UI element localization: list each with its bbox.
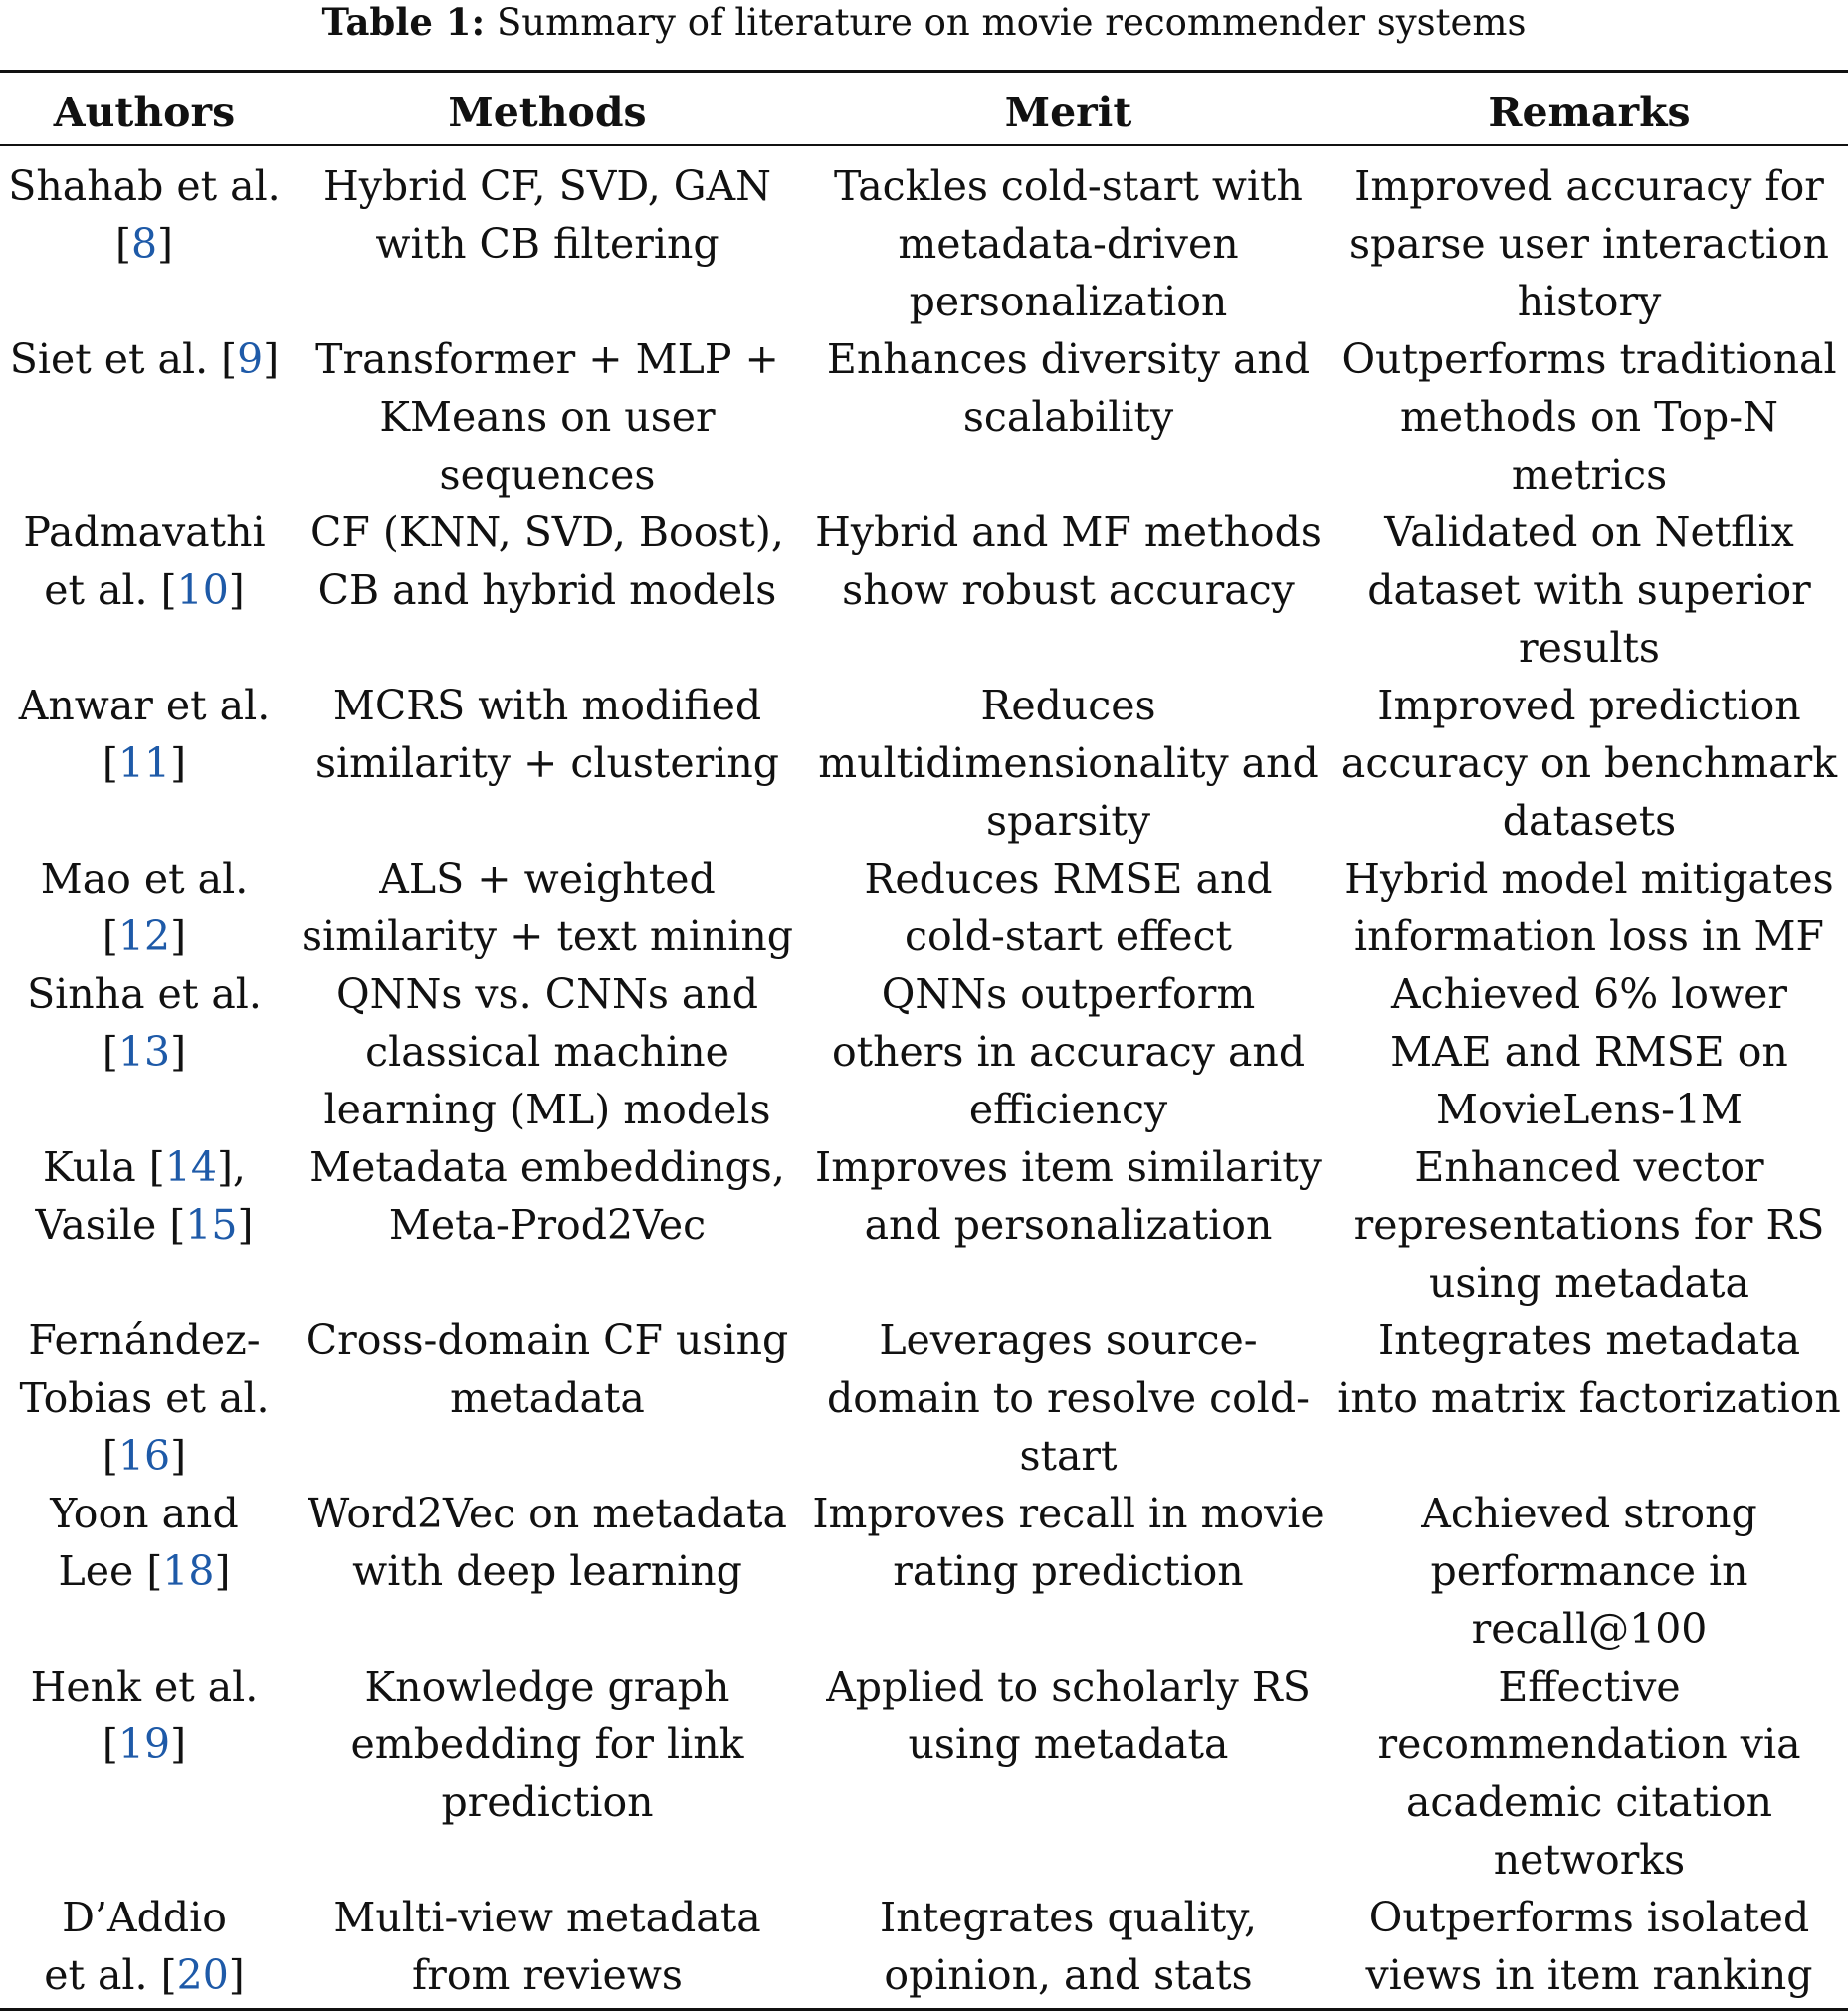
remarks-cell: Hybrid model mitigates information loss in MF [1344, 855, 1834, 960]
citation-link[interactable]: 9 [237, 335, 264, 383]
remarks-cell: Validated on Netflix dataset with superior results [1367, 508, 1811, 672]
author-name: Kula [43, 1143, 136, 1191]
table-row [0, 330, 1848, 504]
merit-cell: Tackles cold-start with metadata-driven personalization [834, 162, 1303, 325]
author-name: D’Addio [62, 1894, 227, 1941]
methods-cell: Word2Vec on metadata with deep learning [308, 1490, 787, 1595]
authors-cell: Anwar et al. [11] [18, 682, 271, 787]
merit-cell: Integrates quality, opinion, and stats [880, 1894, 1257, 1999]
remarks-cell: Outperforms traditional methods on Top-N metrics [1341, 335, 1837, 499]
merit-cell: Enhances diversity and scalability [826, 335, 1311, 441]
methods-cell: QNNs vs. CNNs and classical machine learning (ML) models [323, 970, 771, 1133]
methods-cell: Cross-domain CF using metadata [306, 1316, 789, 1422]
merit-cell: Applied to scholarly RS using metadata [826, 1663, 1311, 1768]
citation-link[interactable]: 16 [117, 1432, 171, 1480]
merit-cell: Reduces multidimensionality and sparsity [818, 682, 1319, 845]
remarks-cell: Improved accuracy for sparse user interaction history [1349, 162, 1829, 325]
citation-separator: ], [216, 1143, 246, 1191]
citation-link[interactable]: 8 [130, 220, 158, 268]
author-name: Anwar et al. [18, 682, 271, 729]
header-rule [0, 144, 1848, 146]
remarks-cell: Outperforms isolated views in item ranking [1365, 1894, 1813, 1999]
table-row [0, 965, 1848, 1138]
remarks-cell: Achieved 6% lower MAE and RMSE on MovieLens-1M [1390, 970, 1788, 1133]
merit-cell: Improves item similarity and personalization [815, 1143, 1322, 1249]
authors-cell: Sinha et al. [13] [27, 970, 262, 1076]
authors-cell: Yoon and Lee [18] [50, 1490, 239, 1595]
remarks-cell: Integrates metadata into matrix factorization [1337, 1316, 1841, 1422]
citation-link[interactable]: 20 [176, 1951, 229, 1999]
author-name-cont: Tobias et al. [19, 1374, 270, 1422]
citation-link[interactable]: 13 [117, 1028, 171, 1076]
table-header-row [0, 84, 1848, 139]
authors-cell: D’Addio et al. [20] [44, 1894, 245, 1999]
merit-cell: Improves recall in movie rating prediction [812, 1490, 1325, 1595]
author-name-2: Vasile [35, 1201, 157, 1249]
remarks-cell: Effective recommendation via academic citation networks [1377, 1663, 1801, 1884]
author-name: Fernández- [28, 1316, 261, 1364]
methods-cell: Multi-view metadata from reviews [333, 1894, 761, 1999]
merit-cell: Reduces RMSE and cold-start effect [864, 855, 1273, 960]
authors-cell: Mao et al. [12] [40, 855, 249, 960]
merit-cell: QNNs outperform others in accuracy and efficiency [831, 970, 1306, 1133]
citation-link[interactable]: 19 [117, 1720, 171, 1768]
author-name-cont: Lee [58, 1547, 134, 1595]
methods-cell: Knowledge graph embedding for link prediction [350, 1663, 744, 1826]
author-name: Shahab et al. [8, 162, 281, 210]
methods-cell: Metadata embeddings, Meta-Prod2Vec [309, 1143, 785, 1249]
bottom-rule [0, 2008, 1848, 2011]
authors-cell: Siet et al. [9] [9, 335, 280, 383]
remarks-cell: Achieved strong performance in recall@100 [1421, 1490, 1757, 1653]
table-caption-label: Table 1: [321, 0, 486, 44]
table-row [0, 850, 1848, 965]
citation-link[interactable]: 11 [117, 739, 171, 787]
citation-link-2[interactable]: 15 [185, 1201, 238, 1249]
table-row [0, 157, 1848, 330]
methods-cell: Transformer + MLP + KMeans on user sequences [315, 335, 779, 499]
header-remarks: Remarks [1488, 89, 1691, 136]
citation-link[interactable]: 10 [176, 566, 229, 614]
authors-cell: Padmavathi et al. [10] [23, 508, 266, 614]
authors-cell: Fernández- Tobias et al. [16] [19, 1316, 270, 1480]
table-caption [0, 0, 1848, 45]
author-name: Henk et al. [30, 1663, 259, 1711]
methods-cell: ALS + weighted similarity + text mining [301, 855, 793, 960]
author-name-cont: et al. [44, 566, 148, 614]
merit-cell: Hybrid and MF methods show robust accuracy [815, 508, 1322, 614]
authors-cell: Shahab et al. [8] [8, 162, 281, 268]
top-rule [0, 70, 1848, 73]
table-row [0, 504, 1848, 677]
table-row [0, 1138, 1848, 1311]
author-name: Mao et al. [40, 855, 249, 903]
methods-cell: Hybrid CF, SVD, GAN with CB filtering [322, 162, 772, 268]
table-row [0, 1311, 1848, 1485]
authors-cell: Henk et al. [19] [30, 1663, 259, 1768]
author-name: Yoon and [50, 1490, 239, 1537]
header-authors: Authors [53, 89, 236, 136]
table-row [0, 1485, 1848, 1658]
citation-link[interactable]: 14 [164, 1143, 217, 1191]
table-row [0, 1889, 1848, 2004]
header-merit: Merit [1004, 89, 1132, 136]
table-row [0, 1658, 1848, 1889]
author-name: Sinha et al. [27, 970, 262, 1018]
merit-cell: Leverages source-domain to resolve cold-start [826, 1316, 1310, 1480]
header-methods: Methods [448, 89, 647, 136]
citation-link[interactable]: 18 [162, 1547, 215, 1595]
methods-cell: MCRS with modified similarity + clustering [314, 682, 780, 787]
author-name: Siet et al. [9, 335, 209, 383]
remarks-cell: Improved prediction accuracy on benchmark datasets [1340, 682, 1838, 845]
methods-cell: CF (KNN, SVD, Boost), CB and hybrid models [310, 508, 784, 614]
authors-cell: Kula [14], Vasile [15] [35, 1143, 254, 1249]
author-name: Padmavathi [23, 508, 266, 556]
remarks-cell: Enhanced vector representations for RS using metadata [1353, 1143, 1825, 1307]
citation-link[interactable]: 12 [117, 912, 171, 960]
table-row [0, 677, 1848, 850]
table-caption-text: Summary of literature on movie recommender systems [485, 1, 1527, 44]
author-name-cont: et al. [44, 1951, 148, 1999]
